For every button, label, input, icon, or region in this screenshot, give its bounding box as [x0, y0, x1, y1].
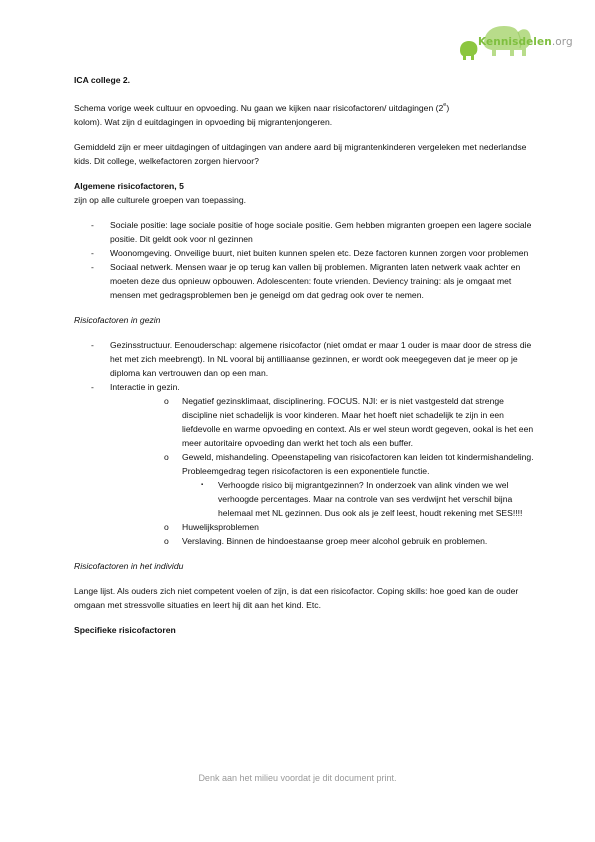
list-item-text: Gezinsstructuur. Eenouderschap: algemene risicofactor (niet omdat er maar 1 ouder is maar door de stress die het met zich meebrengt). In NL vooral bij antilliaanse gezinnen, er wordt ook meegegeven dat je meer op je diploma kan vertrouwen dan op een man.: [110, 340, 532, 378]
superscript: e: [443, 102, 447, 108]
list-item: [74, 260, 534, 302]
list-item-text: Interactie in gezin.: [110, 382, 180, 392]
paragraph-intro-text-2: kolom). Wat zijn d euitdagingen in opvoeding bij migrantenjongeren.: [74, 117, 333, 127]
sublist-interaction: [74, 394, 534, 548]
section-heading-family: Risicofactoren in gezin: [74, 315, 161, 325]
list-item-text: Sociale positie: lage sociale positie of hoge sociale positie. Gem hebben migranten groepen een lagere sociale positie. Dit geldt ook voor nl gezinnen: [110, 220, 532, 244]
list-general-risk-factors: [74, 218, 534, 302]
dash-bullet: -: [91, 220, 94, 230]
paragraph-average: Gemiddeld zijn er meer uitdagingen of uitdagingen van andere aard bij migrantenkinderen vergeleken met nederlandse kids. Dit college, welkefactoren zorgen hiervoor?: [74, 142, 527, 166]
sublist-item-text: Verslaving. Binnen de hindoestaanse groep meer alcohol gebruik en problemen.: [182, 536, 488, 546]
circle-bullet: o: [164, 522, 169, 532]
dash-bullet: -: [91, 248, 94, 258]
list-family-risk-factors: [74, 338, 534, 548]
list-item: [74, 380, 534, 394]
subsublist-item-text: Verhoogde risico bij migrantgezinnen? In onderzoek van alink vinden we wel verhoogde percentages. Maar na controle van ses verdwijnt het verschil bijna helemaal met NL gezinnen. Dus ook als je zelf leest, houdt rekening met SES!!!!: [218, 480, 523, 518]
circle-bullet: o: [164, 452, 169, 462]
sublist-item: [146, 450, 534, 478]
logo-wordmark: [478, 36, 573, 48]
list-item: [74, 246, 534, 260]
document-title: ICA college 2.: [74, 75, 131, 85]
list-item-text: Sociaal netwerk. Mensen waar je op terug kan vallen bij problemen. Migranten laten netwerk vaak achter en moeten deze dus opnieuw opbouwen. Adolescenten: foute vrienden. Deviency training: als je omgaat met mensen met gedragsproblemen ben je geneigd om dat gedrag ook over te nemen.: [110, 262, 521, 300]
logo-name: Kennisdelen: [478, 36, 552, 48]
sublist-item: [146, 534, 534, 548]
sublist-item-text: Huwelijksproblemen: [182, 522, 259, 532]
paragraph-intro-close: ): [446, 103, 450, 113]
list-item: [74, 218, 534, 246]
square-bullet: ▪: [201, 482, 204, 488]
document-body: [74, 73, 534, 637]
list-item-text: Woonomgeving. Onveilige buurt, niet buiten kunnen spelen etc. Deze factoren kunnen zorgen voor problemen: [110, 248, 529, 258]
sublist-item: [146, 394, 534, 450]
section-heading-specific: Specifieke risicofactoren: [74, 625, 176, 635]
circle-bullet: o: [164, 536, 169, 546]
sublist-item-text: Geweld, mishandeling. Opeenstapeling van risicofactoren kan leiden tot kindermishandeling. Probleemgedrag tegen risicofactoren is een exponentiele functie.: [182, 452, 534, 476]
logo-tld: .org: [551, 36, 573, 48]
dash-bullet: -: [91, 262, 94, 272]
sublist-item: [146, 520, 534, 534]
section-heading-individual: Risicofactoren in het individu: [74, 561, 184, 571]
dash-bullet: -: [91, 340, 94, 350]
section-intro-general: zijn op alle culturele groepen van toepassing.: [74, 195, 246, 205]
footer-note: Denk aan het milieu voordat je dit document print.: [198, 773, 397, 783]
subsublist-item: [146, 478, 534, 520]
sublist-item-text: Negatief gezinsklimaat, disciplinering. FOCUS. NJI: er is niet vastgesteld dat strenge discipline niet schadelijk is voor kinderen. Maar het hoeft niet schadelijk te zijn in een liefdevolle en warme opvoeding en context. Als er wel steun wordt gegeven, ookal is het een meer autoritaire opvoeding dan werkt het toch als een buffer.: [182, 396, 534, 448]
paragraph-individual: Lange lijst. Als ouders zich niet competent voelen of zijn, is dat een risicofactor. Coping skills: hoe goed kan de ouder omgaan met stressvolle situaties en leert hij dit aan het kind. Etc.: [74, 586, 519, 610]
paragraph-intro-text: Schema vorige week cultuur en opvoeding. Nu gaan we kijken naar risicofactoren/ uitdagingen (2: [74, 103, 444, 113]
dash-bullet: -: [91, 382, 94, 392]
circle-bullet: o: [164, 396, 169, 406]
section-heading-general: Algemene risicofactoren, 5: [74, 181, 184, 191]
paragraph-intro: [74, 101, 534, 129]
list-item: [74, 338, 534, 380]
